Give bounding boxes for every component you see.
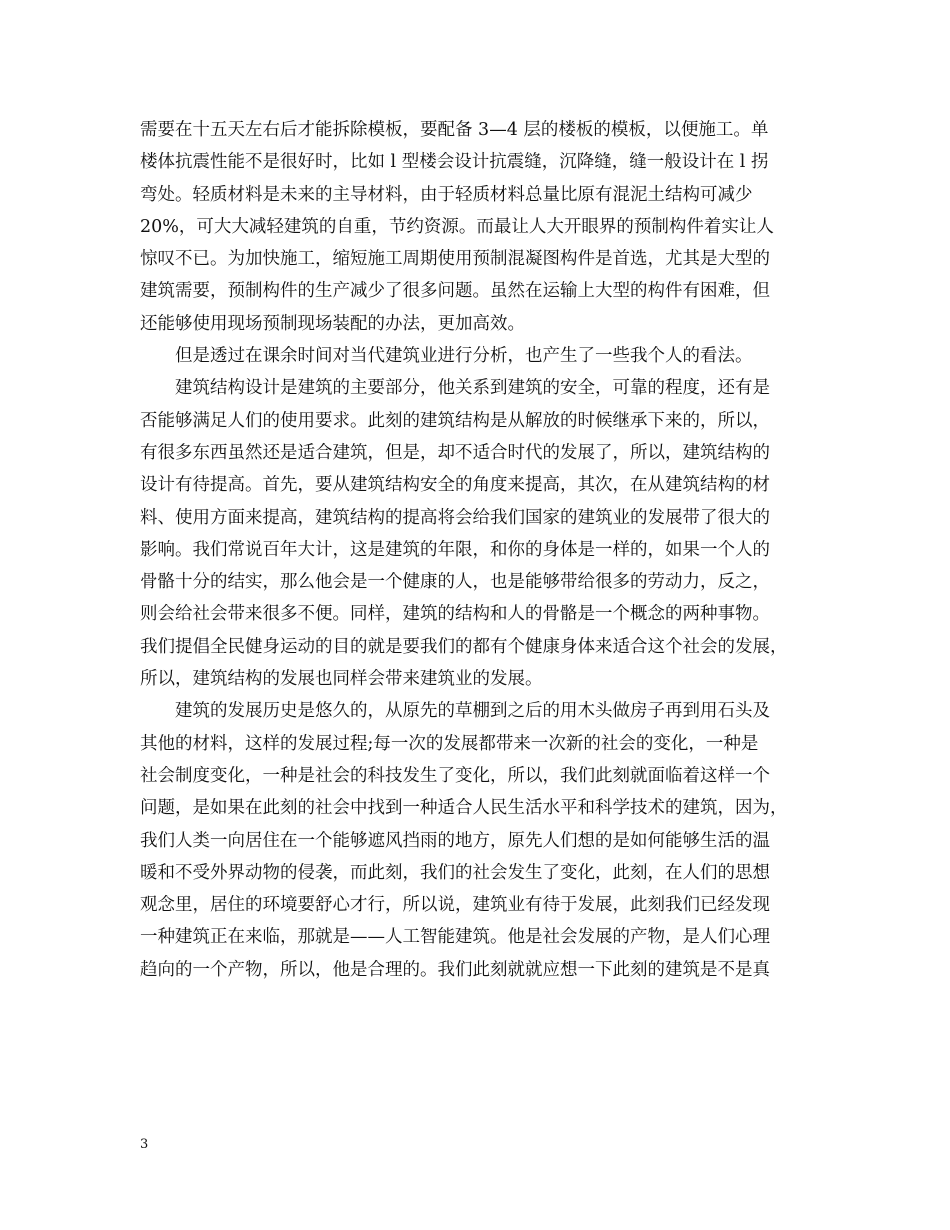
text-line: 影响。我们常说百年大计，这是建筑的年限，和你的身体是一样的，如果一个人的 bbox=[140, 539, 770, 560]
text-line: 则会给社会带来很多不便。同样，建筑的结构和人的骨骼是一个概念的两种事物。 bbox=[140, 604, 770, 625]
text-line: 所以，建筑结构的发展也同样会带来建筑业的发展。 bbox=[140, 669, 543, 690]
text-line: 社会制度变化，一种是社会的科技发生了变化，所以，我们此刻就面临着这样一个 bbox=[140, 765, 770, 786]
text-line: 趋向的一个产物，所以，他是合理的。我们此刻就就应想一下此刻的建筑是不是真 bbox=[140, 959, 770, 980]
page-number: 3 bbox=[140, 1137, 149, 1152]
text-line: 建筑需要，预制构件的生产减少了很多问题。虽然在运输上大型的构件有困难，但 bbox=[140, 281, 770, 302]
text-line: 一种建筑正在来临，那就是——人工智能建筑。他是社会发展的产物，是人们心理 bbox=[140, 927, 770, 948]
text-line: 我们人类一向居住在一个能够遮风挡雨的地方，原先人们想的是如何能够生活的温 bbox=[140, 830, 770, 851]
text-line: 我们提倡全民健身运动的目的就是要我们的都有个健康身体来适合这个社会的发展， bbox=[140, 636, 788, 657]
body-text bbox=[140, 114, 820, 986]
text-line: 楼体抗震性能不是很好时，比如 l 型楼会设计抗震缝，沉降缝，缝一般设计在 l 拐 bbox=[140, 152, 769, 173]
text-line: 其他的材料，这样的发展过程;每一次的发展都带来一次新的社会的变化，一种是 bbox=[140, 733, 759, 754]
text-line: 骨骼十分的结实，那么他会是一个健康的人，也是能够带给很多的劳动力，反之， bbox=[140, 572, 770, 593]
text-line: 设计有待提高。首先，要从建筑结构安全的角度来提高，其次，在从建筑结构的材 bbox=[140, 475, 770, 496]
text-line: 还能够使用现场预制现场装配的办法，更加高效。 bbox=[140, 313, 525, 334]
paragraph-first-line: 建筑的发展历史是悠久的，从原先的草棚到之后的用木头做房子再到用石头及 bbox=[175, 701, 770, 722]
text-line: 需要在十五天左右后才能拆除模板，要配备 3—4 层的楼板的模板，以便施工。单 bbox=[140, 120, 769, 140]
paragraph-first-line: 但是透过在课余时间对当代建筑业进行分析，也产生了一些我个人的看法。 bbox=[175, 346, 753, 367]
text-line: 否能够满足人们的使用要求。此刻的建筑结构是从解放的时候继承下来的，所以， bbox=[140, 410, 770, 431]
text-line: 观念里，居住的环境要舒心才行，所以说，建筑业有待于发展，此刻我们已经发现 bbox=[140, 895, 770, 916]
text-line: 惊叹不已。为加快施工，缩短施工周期使用预制混凝图构件是首选，尤其是大型的 bbox=[140, 249, 770, 270]
text-line: 问题，是如果在此刻的社会中找到一种适合人民生活水平和科学技术的建筑，因为， bbox=[140, 798, 788, 819]
text-line: 弯处。轻质材料是未来的主导材料，由于轻质材料总量比原有混泥土结构可减少 bbox=[140, 184, 753, 205]
text-line: 暖和不受外界动物的侵袭，而此刻，我们的社会发生了变化，此刻，在人们的思想 bbox=[140, 862, 770, 883]
paragraph-first-line: 建筑结构设计是建筑的主要部分，他关系到建筑的安全，可靠的程度，还有是 bbox=[175, 378, 770, 399]
text-line: 有很多东西虽然还是适合建筑，但是，却不适合时代的发展了，所以，建筑结构的 bbox=[140, 442, 770, 463]
text-line: 料、使用方面来提高，建筑结构的提高将会给我们国家的建筑业的发展带了很大的 bbox=[140, 507, 770, 528]
text-line: 20%，可大大减轻建筑的自重，节约资源。而最让人大开眼界的预制构件着实让人 bbox=[140, 216, 774, 237]
